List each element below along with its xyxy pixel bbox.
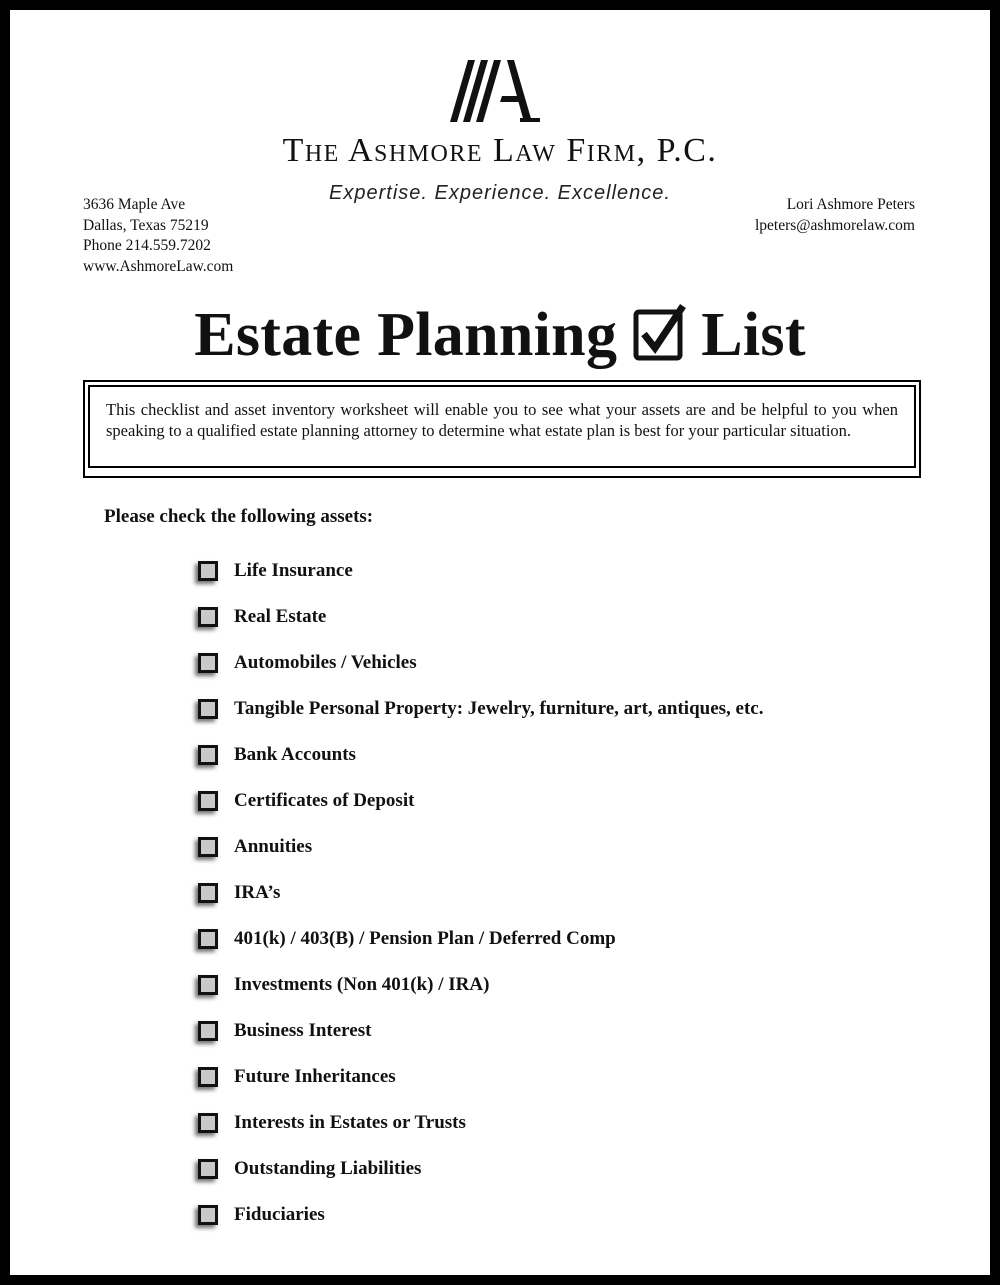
checkbox[interactable] — [198, 929, 218, 949]
checkbox[interactable] — [198, 1021, 218, 1041]
checklist-item[interactable] — [198, 778, 763, 824]
checklist-item-label: IRA’s — [234, 882, 281, 903]
intro-text: This checklist and asset inventory worksheet will enable you to see what your assets are and be helpful to you when speaking to a qualified estate planning attorney to determine what estate plan is best for your particular situation. — [88, 385, 916, 468]
checkbox[interactable] — [198, 837, 218, 857]
checklist-item[interactable] — [198, 1008, 763, 1054]
checklist-item[interactable] — [198, 686, 763, 732]
asset-checklist — [198, 548, 763, 1238]
title-part-1: Estate Planning — [194, 301, 618, 369]
checkbox[interactable] — [198, 561, 218, 581]
checkbox[interactable] — [198, 653, 218, 673]
checklist-item[interactable] — [198, 1146, 763, 1192]
checkbox[interactable] — [198, 607, 218, 627]
checklist-item-label: 401(k) / 403(B) / Pension Plan / Deferred Comp — [234, 928, 616, 949]
address-phone: Phone 214.559.7202 — [83, 237, 211, 254]
document-page — [10, 10, 990, 1275]
checkbox[interactable] — [198, 791, 218, 811]
checklist-item-label: Bank Accounts — [234, 744, 356, 765]
firm-tagline: Expertise. Experience. Excellence. — [329, 182, 671, 204]
checkbox[interactable] — [198, 1113, 218, 1133]
checkbox[interactable] — [198, 699, 218, 719]
checklist-item-label: Interests in Estates or Trusts — [234, 1112, 466, 1133]
attorney-email[interactable]: lpeters@ashmorelaw.com — [754, 216, 915, 234]
checklist-item-label: Automobiles / Vehicles — [234, 652, 417, 673]
checkbox[interactable] — [198, 883, 218, 903]
address-city: Dallas, Texas 75219 — [83, 216, 209, 234]
checklist-item[interactable] — [198, 594, 763, 640]
checklist-item-label: Business Interest — [234, 1020, 372, 1041]
checkbox[interactable] — [198, 975, 218, 995]
checklist-item[interactable] — [198, 962, 763, 1008]
checklist-item-label: Annuities — [234, 836, 313, 857]
firm-address — [83, 195, 233, 277]
checklist-item[interactable] — [198, 548, 763, 594]
checkbox[interactable] — [198, 745, 218, 765]
attorney-contact — [755, 195, 915, 236]
checkbox[interactable] — [198, 1205, 218, 1225]
checklist-item-label: Future Inheritances — [234, 1066, 396, 1087]
checklist-heading: Please check the following assets: — [104, 506, 374, 527]
checklist-item[interactable] — [198, 916, 763, 962]
checklist-item[interactable] — [198, 1100, 763, 1146]
intro-box — [83, 380, 921, 478]
checkbox[interactable] — [198, 1067, 218, 1087]
checklist-item[interactable] — [198, 870, 763, 916]
checklist-item[interactable] — [198, 732, 763, 778]
checklist-item-label: Real Estate — [234, 606, 327, 627]
checklist-item[interactable] — [198, 640, 763, 686]
checkbox[interactable] — [198, 1159, 218, 1179]
firm-name: The Ashmore Law Firm, P.C. — [282, 132, 718, 169]
address-website[interactable]: www.AshmoreLaw.com — [83, 257, 234, 275]
checklist-item[interactable] — [198, 1054, 763, 1100]
checkbox-checked-icon — [633, 302, 687, 362]
checklist-item-label: Investments (Non 401(k) / IRA) — [234, 974, 490, 995]
checklist-item[interactable] — [198, 824, 763, 870]
checklist-item-label: Life Insurance — [234, 560, 353, 581]
ashmore-a-logo — [450, 60, 542, 122]
checklist-item-label: Outstanding Liabilities — [234, 1158, 422, 1179]
checklist-item-label: Tangible Personal Property: Jewelry, furniture, art, antiques, etc. — [234, 698, 764, 719]
checklist-item-label: Certificates of Deposit — [234, 790, 415, 811]
checklist-item[interactable] — [198, 1192, 763, 1238]
checklist-item-label: Fiduciaries — [234, 1204, 325, 1225]
attorney-name: Lori Ashmore Peters — [786, 196, 915, 213]
address-street: 3636 Maple Ave — [83, 196, 186, 213]
page-title — [10, 295, 990, 375]
title-part-2: List — [701, 301, 806, 369]
